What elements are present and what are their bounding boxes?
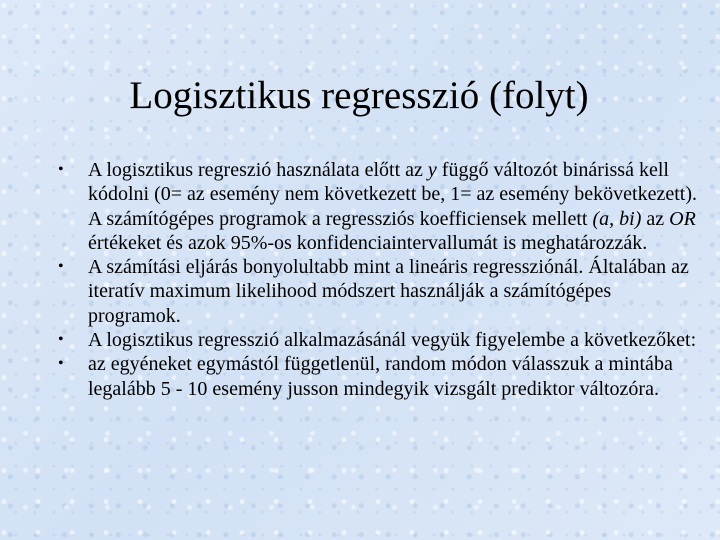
bullet-text [88, 329, 696, 351]
text-run: A logisztikus regresszió alkalmazásánál vegyük figyelembe a következőket: [88, 329, 697, 352]
bullet-item [58, 328, 698, 352]
slide-title: Logisztikus regresszió (folyt) [129, 74, 589, 117]
text-run: értékeket és azok 95%-os konfidenciaintervallumát is meghatározzák. [88, 231, 648, 254]
bullet-icon: • [58, 331, 64, 349]
bullet-icon: • [58, 258, 64, 276]
bullet-text [88, 353, 673, 399]
text-run: az [641, 207, 670, 230]
text-run: függő változót binárissá kell kódolni (0= az esemény nem következett be, 1= az esemény bekövetkezett). A számítógépes programok a regressziós koefficiensek mellett [88, 159, 697, 230]
bullet-item [58, 255, 698, 328]
italic-run: (a, bi) [592, 207, 642, 230]
text-run: A logisztikus regreszió használata előtt az [88, 159, 428, 181]
bullet-icon: • [58, 355, 64, 373]
bullet-item [58, 158, 698, 255]
bullet-list [58, 158, 698, 401]
italic-run: OR [669, 207, 696, 230]
bullet-text [88, 159, 697, 254]
text-run: az egyéneket egymástól függetlenül, random módon válasszuk a mintába legalább 5 - 10 esemény jusson mindegyik vizsgált prediktor változóra. [88, 353, 673, 400]
text-run: A számítási eljárás bonyolultabb mint a lineáris regressziónál. Általában az iteratív maximum likelihood módszert használják a számítógépes programok. [88, 256, 689, 327]
bullet-icon: • [58, 161, 64, 178]
bullet-text [88, 256, 689, 327]
bullet-item [58, 352, 698, 401]
italic-run: y [427, 159, 437, 181]
